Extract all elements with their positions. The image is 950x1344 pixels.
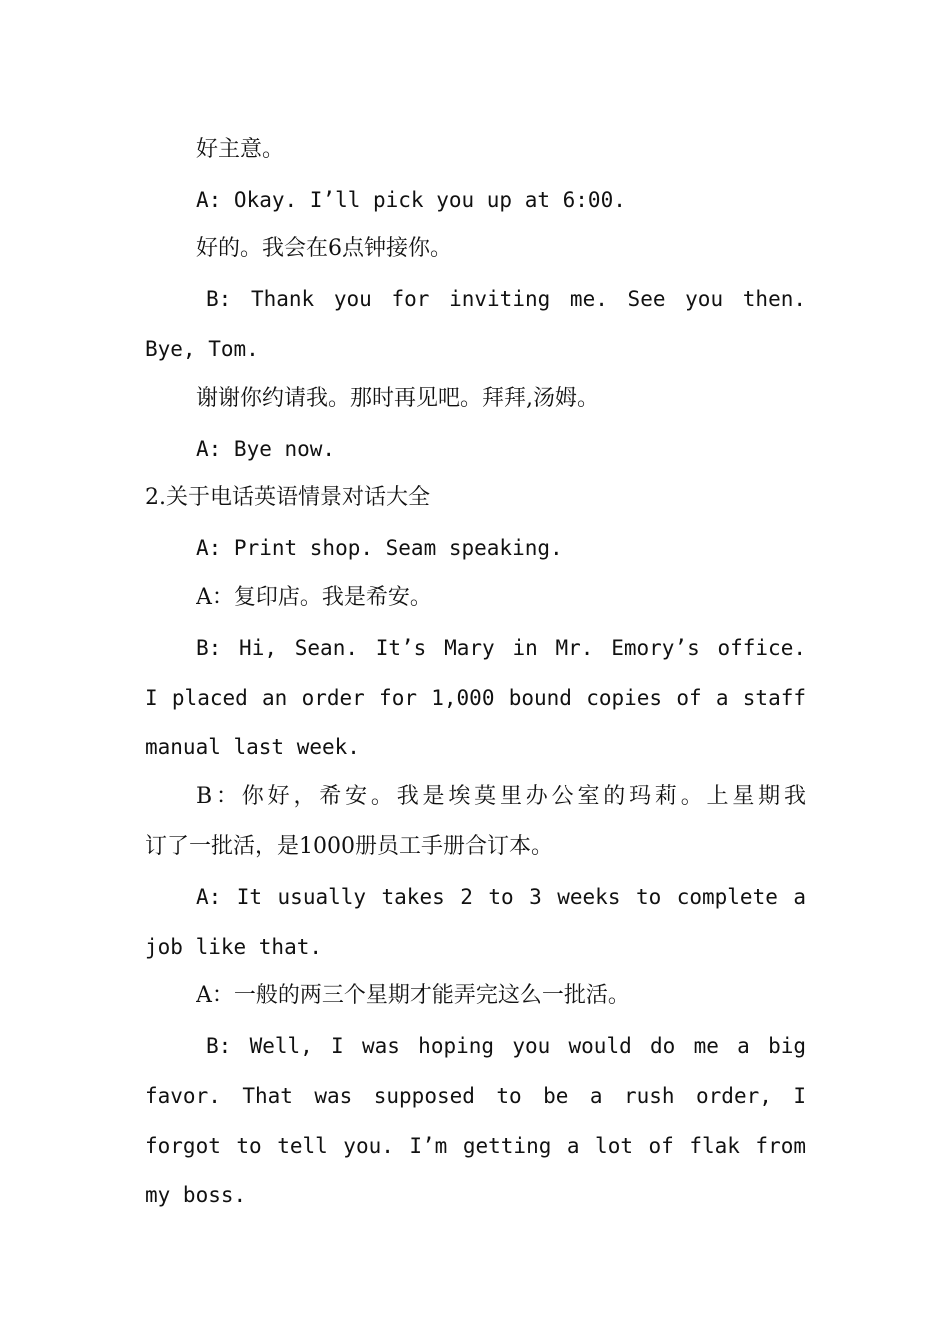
- text-line: favor. That was supposed to be a rush order, I: [145, 1084, 806, 1108]
- text-line: B: Hi, Sean. It’s Mary in Mr. Emory’s office.: [196, 636, 806, 660]
- text-line: manual last week.: [145, 735, 360, 759]
- text-line: A：复印店。我是希安。: [196, 585, 432, 610]
- text-line: 好主意。: [196, 137, 285, 162]
- text-line: my boss.: [145, 1183, 247, 1207]
- text-line: 好的。我会在6点钟接你。: [196, 236, 452, 261]
- text-line: B: Thank you for inviting me. See you then.: [206, 287, 806, 311]
- text-line: A：一般的两三个星期才能弄完这么一批活。: [196, 983, 630, 1008]
- text-line: I placed an order for 1,000 bound copies of a staff: [145, 686, 806, 710]
- text-line: forgot to tell you. I’m getting a lot of flak from: [145, 1134, 806, 1158]
- text-line: A: Okay. I’ll pick you up at 6:00.: [196, 188, 626, 212]
- text-line: Bye, Tom.: [145, 337, 259, 361]
- text-line: A: Print shop. Seam speaking.: [196, 536, 563, 560]
- text-line: 谢谢你约请我。那时再见吧。拜拜,汤姆。: [196, 386, 599, 411]
- text-line: B：你好，希安。我是埃莫里办公室的玛莉。上星期我: [196, 784, 806, 809]
- section-heading: 2.关于电话英语情景对话大全: [145, 485, 430, 510]
- text-line: A: Bye now.: [196, 437, 336, 461]
- text-line: B: Well, I was hoping you would do me a big: [206, 1034, 806, 1058]
- text-line: A: It usually takes 2 to 3 weeks to complete a: [196, 885, 806, 909]
- text-line: 订了一批活，是1000册员工手册合订本。: [145, 834, 553, 859]
- text-line: job like that.: [145, 935, 323, 959]
